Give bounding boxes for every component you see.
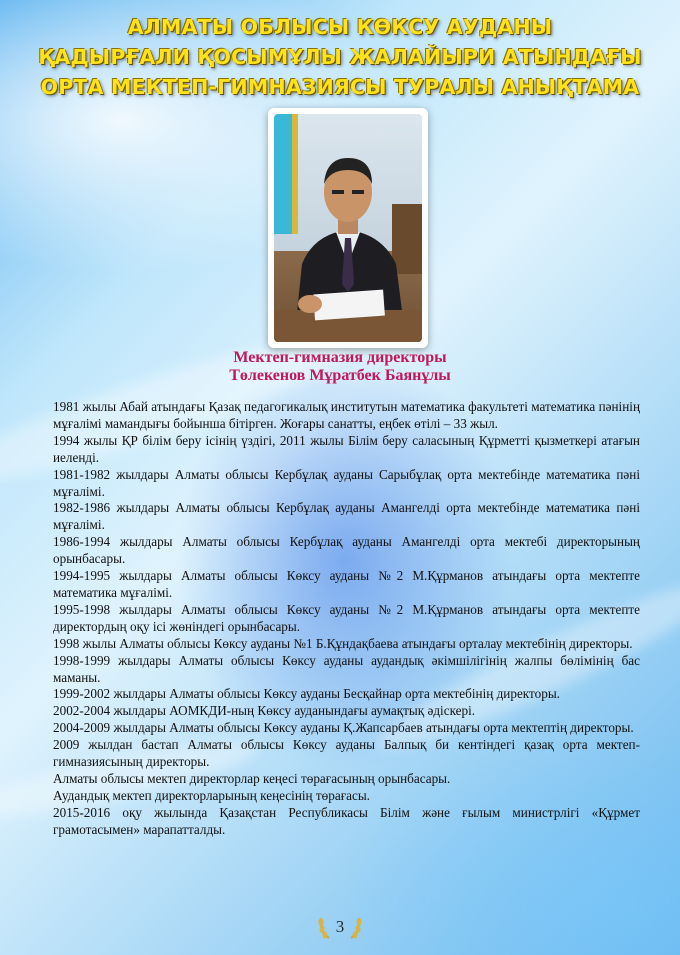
director-role: Мектеп-гимназия директоры xyxy=(233,349,447,366)
director-portrait-illustration xyxy=(274,114,422,342)
title-line: АЛМАТЫ ОБЛЫСЫ КӨКСУ АУДАНЫ xyxy=(127,15,553,39)
title-line: ҚАДЫРҒАЛИ ҚОСЫМҰЛЫ ЖАЛАЙЫРИ АТЫНДАҒЫ xyxy=(38,45,642,69)
biography-entry: 1981 жылы Абай атындағы Қазақ педагогикалық институтын математика факультеті математика пәнінің мұғалімі мамандығы бойынша бітірген. Жоғары санатты, еңбек өтілі – 33 жыл. xyxy=(53,399,640,431)
biography-entry: 1981-1982 жылдары Алматы облысы Кербұлақ ауданы Сарыбұлақ орта мектебінде математика пәні мұғалімі. xyxy=(53,466,640,499)
biography-entry: 2015-2016 оқу жылында Қазақстан Республикасы Білім және ғылым министрлігі «Құрмет грамотасымен» марапатталды. xyxy=(53,804,640,837)
laurel-right-icon xyxy=(349,914,363,940)
biography-entry: 1999-2002 жылдары Алматы облысы Көксу ауданы Бесқайнар орта мектебінің директоры. xyxy=(53,686,560,702)
title-line: ОРТА МЕКТЕП-ГИМНАЗИЯСЫ ТУРАЛЫ АНЫҚТАМА xyxy=(40,75,640,99)
biography-entry: 2004-2009 жылдары Алматы облысы Көксу ауданы Қ.Жапсарбаев атындағы орта мектептің директоры. xyxy=(53,720,634,736)
page-number xyxy=(313,910,367,944)
laurel-left-icon xyxy=(317,914,331,940)
director-name: Төлекенов Мұратбек Баянұлы xyxy=(229,367,451,384)
biography-entry: 1998 жылы Алматы облысы Көксу ауданы №1 Б.Құндақбаева атындағы орталау мектебінің директоры. xyxy=(53,635,633,651)
biography-entry: 1998-1999 жылдары Алматы облысы Көксу ауданы аудандық әкімшілігінің жалпы бөлімінің бас маманы. xyxy=(53,652,640,685)
biography-entry: 1994-1995 жылдары Алматы облысы Көксу ауданы №2 М.Құрманов атындағы орта мектепте математика мұғалімі. xyxy=(53,568,640,600)
biography-entry: Алматы облысы мектеп директорлар кеңесі төрағасының орынбасары. xyxy=(53,770,451,786)
biography-entry: 1995-1998 жылдары Алматы облысы Көксу ауданы №2 М.Құрманов атындағы орта мектепте директордың оқу ісі жөніндегі орынбасары. xyxy=(53,601,640,634)
biography-entry: 1986-1994 жылдары Алматы облысы Кербұлақ ауданы Амангелді орта мектебі директорының орынбасары. xyxy=(53,534,640,567)
biography-entry: 1982-1986 жылдары Алматы облысы Кербұлақ ауданы Амангелді орта мектебінде математика пәні мұғалімі. xyxy=(53,500,640,533)
biography-entry: Аудандық мектеп директорларының кеңесінің төрағасы. xyxy=(53,787,370,803)
director-photo xyxy=(274,114,422,342)
director-photo-frame xyxy=(268,108,428,348)
page-title xyxy=(0,12,680,102)
page-number-text: 3 xyxy=(335,917,345,936)
biography-entry: 1994 жылы ҚР білім беру ісінің үздігі, 2011 жылы Білім беру саласының Құрметті қызметкері атағын иеленді. xyxy=(53,432,640,465)
biography-text xyxy=(53,399,640,839)
biography-entry: 2009 жылдан бастап Алматы облысы Көксу ауданы Балпық би кентіндегі қазақ орта мектеп-гимназиясының директоры. xyxy=(53,737,640,770)
director-caption xyxy=(0,349,680,385)
biography-entry: 2002-2004 жылдары АОМКДИ-ның Көксу ауданындағы аумақтық әдіскері. xyxy=(53,703,476,719)
